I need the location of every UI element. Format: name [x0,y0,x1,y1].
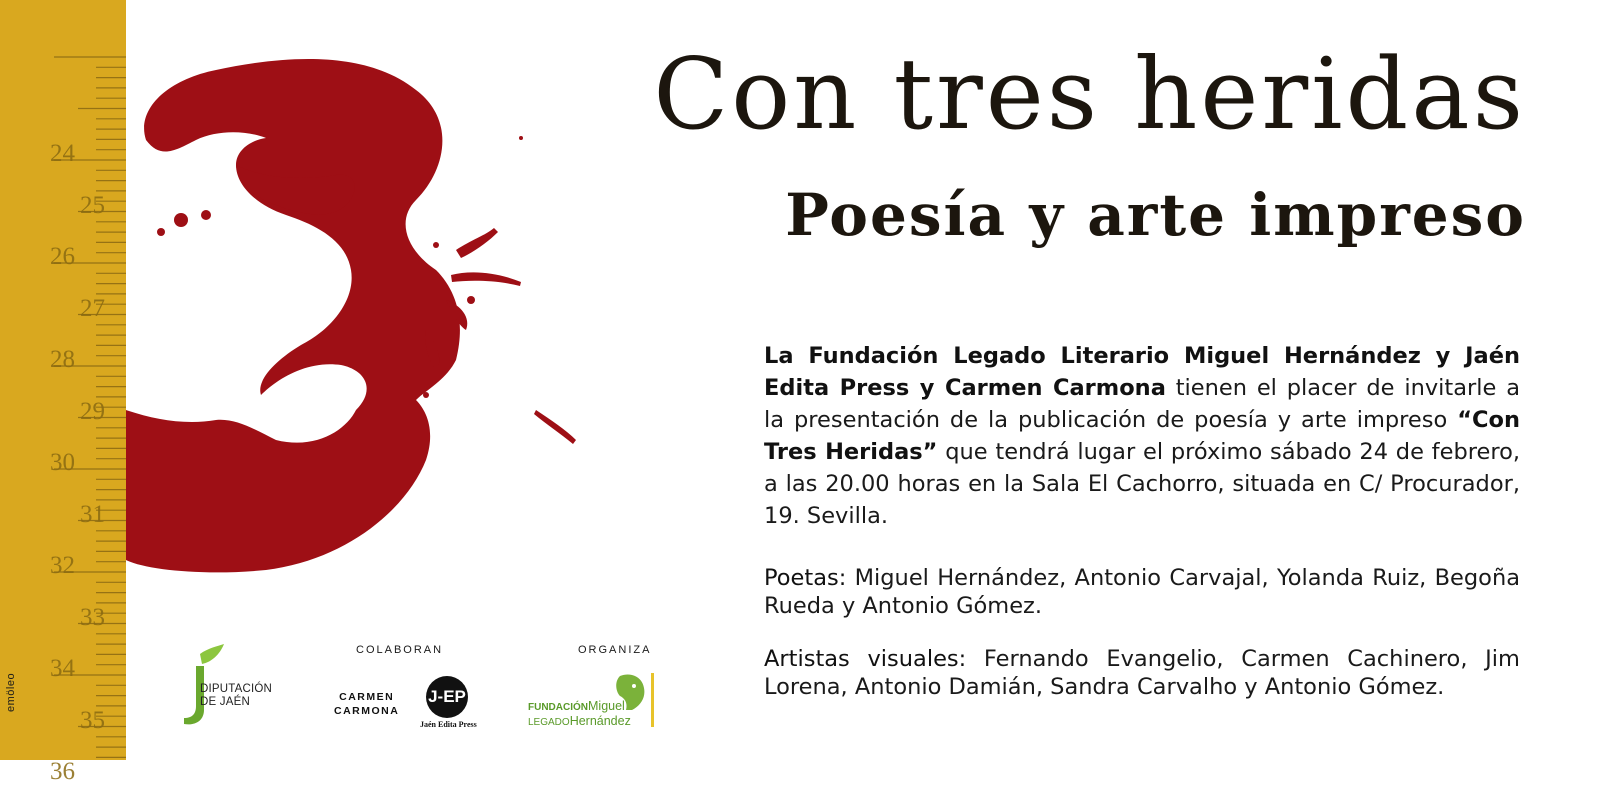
event-subtitle: Poesía y arte impreso [785,181,1526,249]
legado-word: LEGADO [528,717,570,728]
artists-label: Artistas visuales: [764,646,967,672]
ruler-strip [0,0,126,785]
miguel-word: Miguel [588,699,625,713]
carmen-line1: CARMEN [339,691,395,703]
book-title-text: “Con Tres Heridas” [764,407,1520,465]
event-title: Con tres heridas [653,38,1526,152]
artists-paragraph [764,645,1520,701]
ruler-number: 30 [50,449,75,476]
diputacion-line1: DIPUTACIÓN [200,683,273,695]
ruler-number: 36 [50,758,75,785]
fundacion-word: FUNDACIÓN [528,702,588,713]
fundacion-logo-text [528,699,631,729]
ruler-brand-text: emöleo [5,672,17,712]
diputacion-logo-text [200,683,272,709]
organiza-label: ORGANIZA [578,644,652,656]
invitation-paragraph [764,340,1520,532]
carmen-carmona-logo [334,690,399,718]
ruler-number: 26 [50,243,75,270]
ruler-number: 25 [80,191,105,219]
poets-paragraph [764,564,1520,620]
ruler-ticks [0,0,126,760]
jaen-edita-press-caption: Jaén Edita Press [420,720,477,729]
red-three-splash-artwork [126,0,546,600]
event-details-text: que tendrá lugar el próximo sábado 24 de febrero, a las 20.00 horas en la Sala El Cachorro, situada en C/ Procurador, 19. Sevilla. [764,439,1520,529]
poets-list: Miguel Hernández, Antonio Carvajal, Yolanda Ruiz, Begoña Rueda y Antonio Gómez. [764,565,1520,619]
poets-label: Poetas: [764,565,847,591]
colaboran-label: COLABORAN [356,644,444,656]
fundacion-logo-bar [651,673,654,727]
ruler-number: 34 [50,655,75,682]
ruler-number: 33 [80,603,105,631]
artists-list: Fernando Evangelio, Carmen Cachinero, Jim Lorena, Antonio Damián, Sandra Carvalho y Antonio Gómez. [764,646,1520,700]
ruler-number: 24 [50,140,75,167]
carmen-line2: CARMONA [334,705,400,717]
ruler-number: 28 [50,346,75,373]
hernandez-word: Hernández [569,714,631,728]
ruler-number: 29 [80,397,105,425]
ruler-number: 35 [80,706,105,734]
ruler-number: 32 [50,552,75,579]
organizers-text: La Fundación Legado Literario Miguel Hernández y Jaén Edita Press y Carmen Carmona [764,343,1520,401]
ruler-number: 27 [80,294,105,322]
jaen-edita-press-logo-icon: J-EP [426,676,468,718]
invitation-body-text: tienen el placer de invitarle a la presentación de la publicación de poesía y arte impreso [764,375,1520,433]
diputacion-line2: DE JAÉN [200,696,250,708]
ruler-number: 31 [80,500,105,528]
